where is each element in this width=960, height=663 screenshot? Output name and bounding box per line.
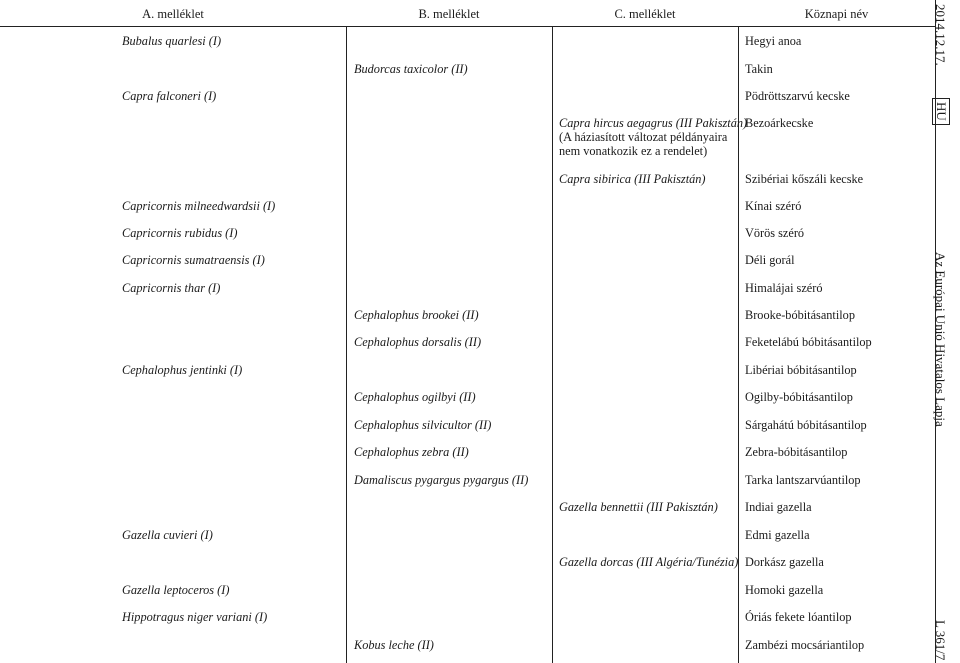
row-1-common-name: Takin: [745, 62, 773, 76]
row-0-annex-a: Bubalus quarlesi (I): [122, 34, 222, 48]
row-9-annex-b: Cephalophus brookei (II): [354, 308, 479, 322]
row-15-common-name: Tarka lantszarvúantilop: [745, 473, 861, 487]
table-header: [0, 0, 935, 26]
header-rule: [0, 26, 935, 27]
row-10-common-name: Feketelábú bóbitásantilop: [745, 335, 872, 349]
row-3-annex-c: Capra hircus aegagrus (III Pakisztán): [559, 116, 748, 130]
row-20-annex-a: Hippotragus niger variani (I): [122, 610, 268, 624]
header-col-a: A. melléklet: [142, 7, 204, 21]
row-21-annex-b: Kobus leche (II): [354, 638, 434, 652]
row-15-annex-b: Damaliscus pygargus pygargus (II): [354, 473, 529, 487]
row-11-common-name: Libériai bóbitásantilop: [745, 363, 857, 377]
row-7-annex-a: Capricornis sumatraensis (I): [122, 253, 265, 267]
row-6-annex-a: Capricornis rubidus (I): [122, 226, 238, 240]
row-5-annex-a: Capricornis milneedwardsii (I): [122, 199, 276, 213]
row-17-common-name: Edmi gazella: [745, 528, 810, 542]
row-18-annex-c: Gazella dorcas (III Algéria/Tunézia): [559, 555, 739, 569]
row-19-common-name: Homoki gazella: [745, 583, 824, 597]
row-1-annex-b: Budorcas taxicolor (II): [354, 62, 468, 76]
row-17-annex-a: Gazella cuvieri (I): [122, 528, 213, 542]
row-8-common-name: Himalájai széró: [745, 281, 823, 295]
row-16-common-name: Indiai gazella: [745, 500, 812, 514]
row-14-common-name: Zebra-bóbitásantilop: [745, 445, 848, 459]
col-divider-a: [346, 27, 347, 663]
row-13-common-name: Sárgahátú bóbitásantilop: [745, 418, 867, 432]
col-divider-b: [552, 27, 553, 663]
row-20-common-name: Óriás fekete lóantilop: [745, 610, 852, 624]
row-8-annex-a: Capricornis thar (I): [122, 281, 221, 295]
row-21-common-name: Zambézi mocsáriantilop: [745, 638, 865, 652]
row-16-annex-c: Gazella bennettii (III Pakisztán): [559, 500, 718, 514]
header-col-c: C. melléklet: [614, 7, 676, 21]
row-0-common-name: Hegyi anoa: [745, 34, 802, 48]
page-sidebar: [933, 0, 960, 663]
row-11-annex-a: Cephalophus jentinki (I): [122, 363, 243, 377]
row-2-annex-a: Capra falconeri (I): [122, 89, 217, 103]
row-5-common-name: Kínai széró: [745, 199, 802, 213]
row-18-common-name: Dorkász gazella: [745, 555, 824, 569]
row-2-common-name: Pödröttszarvú kecske: [745, 89, 850, 103]
sidebar-lang: HU: [932, 98, 950, 125]
header-col-b: B. melléklet: [418, 7, 480, 21]
header-col-name: Köznapi név: [804, 7, 869, 21]
row-13-annex-b: Cephalophus silvicultor (II): [354, 418, 492, 432]
sidebar-journal: Az Európai Unió Hivatalos Lapja: [933, 252, 948, 427]
row-3-annex-c-note: (A háziasított változat példányaira nem vonatkozik ez a rendelet): [559, 130, 728, 158]
row-7-common-name: Déli gorál: [745, 253, 795, 267]
row-12-common-name: Ogilby-bóbitásantilop: [745, 390, 853, 404]
sidebar-page: L 361/7: [933, 620, 948, 661]
row-6-common-name: Vörös széró: [745, 226, 805, 240]
row-4-common-name: Szibériai kőszáli kecske: [745, 172, 864, 186]
row-19-annex-a: Gazella leptoceros (I): [122, 583, 230, 597]
row-10-annex-b: Cephalophus dorsalis (II): [354, 335, 482, 349]
row-9-common-name: Brooke-bóbitásantilop: [745, 308, 855, 322]
row-4-annex-c: Capra sibirica (III Pakisztán): [559, 172, 706, 186]
row-3-common-name: Bezoárkecske: [745, 116, 814, 130]
sidebar-date: 2014.12.17.: [933, 4, 948, 66]
row-14-annex-b: Cephalophus zebra (II): [354, 445, 469, 459]
row-12-annex-b: Cephalophus ogilbyi (II): [354, 390, 476, 404]
